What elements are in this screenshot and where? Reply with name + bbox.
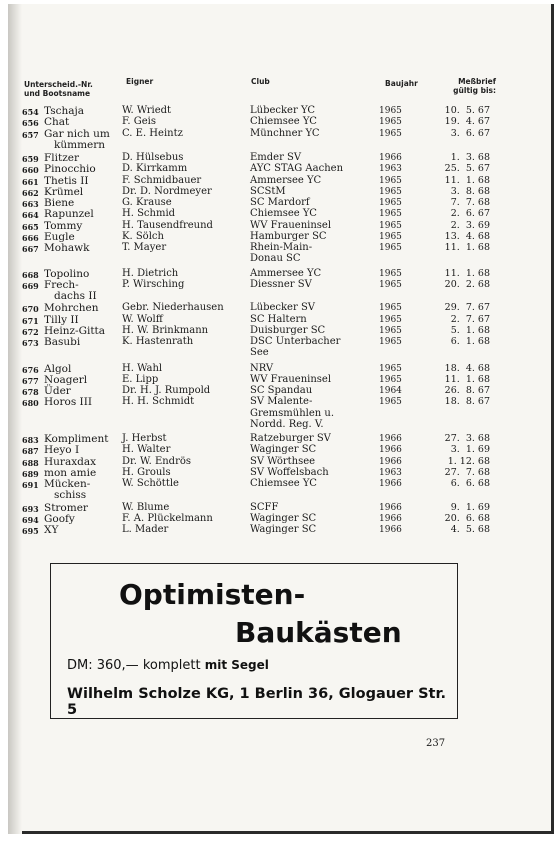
owner-name: Dr. D. Nordmeyer xyxy=(122,185,212,197)
club-name: SV Malente- xyxy=(250,396,313,408)
build-year: 1965 xyxy=(379,209,402,220)
build-year: 1965 xyxy=(379,231,402,242)
boat-name: Pinocchio xyxy=(44,163,96,176)
club-name: WV Fraueninsel xyxy=(250,219,332,231)
owner-name: F. Schmidbauer xyxy=(122,174,202,186)
ad-headline-2: Baukästen xyxy=(235,616,402,649)
club-name: SCStM xyxy=(250,185,286,197)
boat-name: Üder xyxy=(44,385,71,397)
row-number: 672 xyxy=(22,326,39,337)
owner-name: G. Krause xyxy=(122,197,172,208)
boat-name: Thetis II xyxy=(44,174,89,187)
valid-until: 26. 8. 67 xyxy=(444,385,490,396)
boat-name: Mohrchen xyxy=(44,302,99,315)
owner-name: H. H. Schmidt xyxy=(122,396,195,408)
owner-name: F. A. Plückelmann xyxy=(122,512,213,524)
valid-until: 3. 8. 68 xyxy=(450,185,490,197)
boat-name: mon amie xyxy=(44,466,97,479)
boat-name: Rapunzel xyxy=(44,208,94,221)
valid-until: 18. 4. 68 xyxy=(444,362,490,374)
row-number: 656 xyxy=(22,118,39,129)
club-name: Diessner SV xyxy=(250,278,312,290)
club-name: Rhein-Main- xyxy=(250,242,313,253)
ad-price xyxy=(67,658,269,673)
owner-name: K. Sölch xyxy=(122,230,164,242)
club-name: See xyxy=(250,347,269,359)
owner-name: Gebr. Niederhausen xyxy=(122,302,224,314)
row-number: 680 xyxy=(22,398,39,409)
valid-until: 11. 1. 68 xyxy=(444,267,490,279)
build-year: 1965 xyxy=(379,325,402,336)
row-number: 689 xyxy=(22,468,39,479)
valid-until: 11. 1. 68 xyxy=(444,174,490,186)
club-name: Ratzeburger SV xyxy=(250,433,331,444)
owner-name: H. Walter xyxy=(122,444,171,456)
owner-name: W. Schöttle xyxy=(122,478,179,489)
build-year: 1966 xyxy=(379,445,402,456)
boat-name: schiss xyxy=(44,489,87,502)
build-year: 1966 xyxy=(379,525,402,535)
owner-name: J. Herbst xyxy=(122,433,167,444)
boat-name: Huraxdax xyxy=(44,455,97,468)
build-year: 1965 xyxy=(379,268,402,279)
build-year: 1963 xyxy=(379,164,402,175)
valid-until: 6. 1. 68 xyxy=(450,336,490,347)
boat-name: Frech- xyxy=(44,278,79,291)
build-year: 1965 xyxy=(379,198,402,208)
club-name: Nordd. Reg. V. xyxy=(250,418,324,430)
owner-name: F. Geis xyxy=(122,116,156,128)
row-number: 657 xyxy=(22,129,39,140)
row-number: 667 xyxy=(22,244,39,254)
boat-name: dachs II xyxy=(44,290,97,302)
build-year: 1966 xyxy=(379,456,402,467)
owner-name: Dr. W. Endrös xyxy=(122,455,192,467)
club-name: Ammersee YC xyxy=(250,267,322,279)
boat-name: Horos III xyxy=(44,396,92,409)
header-valid-line2: gültig bis: xyxy=(453,86,496,95)
advertisement-box xyxy=(50,563,458,719)
club-name: SCFF xyxy=(250,501,279,513)
row-number: 665 xyxy=(22,221,39,232)
row-number: 662 xyxy=(22,187,39,198)
owner-name: H. W. Brinkmann xyxy=(122,324,209,336)
club-name: Gremsmühlen u. xyxy=(250,407,335,419)
header-year: Baujahr xyxy=(385,79,418,88)
owner-name: H. Wahl xyxy=(122,362,163,374)
row-number: 676 xyxy=(22,364,39,375)
build-year: 1966 xyxy=(379,502,402,513)
boat-name: Gar nich um xyxy=(44,127,110,140)
club-name: SC Spandau xyxy=(250,385,313,396)
book-page xyxy=(8,4,554,834)
owner-name: D. Hülsebus xyxy=(122,152,184,163)
header-valid-line1: Meßbrief xyxy=(458,77,496,86)
owner-name: H. Dietrich xyxy=(122,267,179,279)
valid-until: 5. 1. 68 xyxy=(450,324,490,336)
row-number: 694 xyxy=(22,514,39,525)
ad-price-bold: mit Segel xyxy=(204,658,269,672)
club-name: Münchner YC xyxy=(250,127,320,139)
row-number: 663 xyxy=(22,199,39,209)
owner-name: T. Mayer xyxy=(122,242,167,253)
valid-until: 29. 7. 67 xyxy=(444,302,490,314)
club-name: Donau SC xyxy=(250,253,301,265)
build-year: 1965 xyxy=(379,186,402,197)
owner-name: W. Wolff xyxy=(122,313,163,325)
row-number: 671 xyxy=(22,315,39,326)
club-name: Waginger SC xyxy=(250,444,317,456)
owner-name: H. Tausendfreund xyxy=(122,219,213,231)
page-number: 237 xyxy=(426,738,446,749)
row-number: 664 xyxy=(22,210,39,221)
boat-name: Basubi xyxy=(44,336,81,348)
valid-until: 11. 1. 68 xyxy=(444,373,490,385)
page-spine-shadow xyxy=(8,4,22,834)
build-year: 1965 xyxy=(379,303,402,314)
row-number: 661 xyxy=(22,176,39,187)
valid-until: 2. 3. 69 xyxy=(450,219,490,231)
boat-name: Goofy xyxy=(44,512,75,525)
build-year: 1965 xyxy=(379,220,402,231)
row-number: 670 xyxy=(22,304,39,315)
boat-name: Stromer xyxy=(44,501,88,514)
row-number: 695 xyxy=(22,526,39,536)
valid-until: 1. 12. 68 xyxy=(447,455,490,467)
valid-until: 3. 6. 67 xyxy=(450,127,490,139)
row-number: 660 xyxy=(22,165,39,176)
owner-name: L. Mader xyxy=(122,524,169,535)
club-name: Chiemsee YC xyxy=(250,116,317,128)
boat-name: Flitzer xyxy=(44,152,79,164)
valid-until: 20. 6. 68 xyxy=(444,512,490,524)
row-number: 683 xyxy=(22,435,39,445)
club-name: AYC STAG Aachen xyxy=(250,163,344,175)
row-number: 659 xyxy=(22,154,39,164)
owner-name: W. Blume xyxy=(122,501,170,513)
row-number: 677 xyxy=(22,375,39,386)
club-name: SV Woffelsbach xyxy=(250,466,329,478)
build-year: 1964 xyxy=(379,386,402,396)
owner-name: P. Wirsching xyxy=(122,278,185,290)
build-year: 1965 xyxy=(379,397,402,408)
valid-until: 2. 7. 67 xyxy=(450,313,490,325)
valid-until: 2. 6. 67 xyxy=(450,208,490,220)
ad-price-text: DM: 360,— komplett xyxy=(67,658,201,673)
build-year: 1965 xyxy=(379,243,402,253)
boat-name: Mücken- xyxy=(44,478,91,490)
owner-name: H. Grouls xyxy=(122,466,171,478)
club-name: Lübecker YC xyxy=(250,105,316,116)
build-year: 1966 xyxy=(379,153,402,163)
club-name: Waginger SC xyxy=(250,512,317,524)
build-year: 1965 xyxy=(379,175,402,186)
owner-name: D. Kirrkamm xyxy=(122,163,188,175)
row-number: 693 xyxy=(22,503,39,514)
build-year: 1966 xyxy=(379,513,402,524)
header-valid xyxy=(434,77,496,95)
club-name: SV Wörthsee xyxy=(250,455,316,467)
boat-name: Heyo I xyxy=(44,444,80,457)
valid-until: 20. 2. 68 xyxy=(444,278,490,290)
owner-name: H. Schmid xyxy=(122,208,176,220)
boat-name: Tschaja xyxy=(44,105,85,117)
boat-name: Biene xyxy=(44,197,75,209)
owner-name: E. Lipp xyxy=(122,373,159,385)
club-name: SC Mardorf xyxy=(250,197,310,208)
boat-name: Eugle xyxy=(44,230,75,243)
row-number: 691 xyxy=(22,480,39,490)
club-name: Lübecker SV xyxy=(250,302,316,314)
boat-name: Algol xyxy=(44,362,72,375)
build-year: 1965 xyxy=(379,106,402,116)
build-year: 1965 xyxy=(379,314,402,325)
row-number: 687 xyxy=(22,446,39,457)
owner-name: W. Wriedt xyxy=(122,105,172,116)
boat-name: Chat xyxy=(44,116,70,129)
row-number: 654 xyxy=(22,107,39,117)
row-number: 678 xyxy=(22,387,39,397)
build-year: 1966 xyxy=(379,434,402,444)
boat-name: Heinz-Gitta xyxy=(44,324,106,337)
valid-until: 13. 4. 68 xyxy=(444,230,490,242)
owner-name: K. Hastenrath xyxy=(122,336,194,347)
build-year: 1966 xyxy=(379,479,402,489)
owner-name: Dr. H. J. Rumpold xyxy=(122,385,211,396)
boat-name: Kompliment xyxy=(44,433,109,445)
row-number: 666 xyxy=(22,232,39,243)
club-name: NRV xyxy=(250,362,274,374)
boat-name: Noagerl xyxy=(44,373,88,386)
club-name: Emder SV xyxy=(250,152,302,163)
valid-until: 1. 3. 68 xyxy=(450,152,490,163)
row-number: 688 xyxy=(22,457,39,468)
build-year: 1963 xyxy=(379,467,402,478)
header-nr xyxy=(24,80,124,98)
row-number: 668 xyxy=(22,269,39,280)
club-name: DSC Unterbacher xyxy=(250,336,341,347)
build-year: 1965 xyxy=(379,363,402,374)
ad-company: Wilhelm Scholze KG, 1 Berlin 36, Glogauer Str. 5 xyxy=(67,686,447,718)
boat-name: kümmern xyxy=(44,138,106,151)
club-name: Ammersee YC xyxy=(250,174,322,186)
club-name: Waginger SC xyxy=(250,524,317,535)
boat-name: Tommy xyxy=(44,219,83,232)
build-year: 1965 xyxy=(379,117,402,128)
header-nr-line1: Unterscheid.-Nr. xyxy=(24,80,93,89)
row-number: 669 xyxy=(22,280,39,291)
build-year: 1965 xyxy=(379,279,402,290)
valid-until: 27. 3. 68 xyxy=(444,433,490,444)
ad-headline-1: Optimisten- xyxy=(119,578,306,611)
valid-until: 27. 7. 68 xyxy=(444,466,490,478)
club-name: Hamburger SC xyxy=(250,230,327,242)
valid-until: 3. 1. 69 xyxy=(450,444,490,456)
valid-until: 10. 5. 67 xyxy=(444,105,490,116)
build-year: 1965 xyxy=(379,337,402,347)
club-name: Chiemsee YC xyxy=(250,478,317,489)
club-name: WV Fraueninsel xyxy=(250,373,332,385)
boat-name: Tilly II xyxy=(44,313,79,326)
header-owner: Eigner xyxy=(126,77,154,86)
valid-until: 11. 1. 68 xyxy=(444,242,490,253)
boat-name: Mohawk xyxy=(44,242,90,254)
row-number: 673 xyxy=(22,338,39,348)
owner-name: C. E. Heintz xyxy=(122,127,183,139)
header-club: Club xyxy=(251,77,270,86)
valid-until: 25. 5. 67 xyxy=(444,163,490,175)
valid-until: 4. 5. 68 xyxy=(450,524,490,535)
club-name: Duisburger SC xyxy=(250,324,326,336)
valid-until: 18. 8. 67 xyxy=(444,396,490,408)
boat-name: XY xyxy=(44,524,59,536)
club-name: Chiemsee YC xyxy=(250,208,317,220)
club-name: SC Haltern xyxy=(250,313,307,325)
valid-until: 7. 7. 68 xyxy=(450,197,490,208)
valid-until: 9. 1. 69 xyxy=(450,501,490,513)
build-year: 1965 xyxy=(379,374,402,385)
boat-name: Krümel xyxy=(44,185,84,198)
header-nr-line2: und Bootsname xyxy=(24,89,91,98)
valid-until: 6. 6. 68 xyxy=(450,478,490,489)
build-year: 1965 xyxy=(379,128,402,139)
boat-name: Topolino xyxy=(44,267,90,280)
valid-until: 19. 4. 67 xyxy=(444,116,490,128)
